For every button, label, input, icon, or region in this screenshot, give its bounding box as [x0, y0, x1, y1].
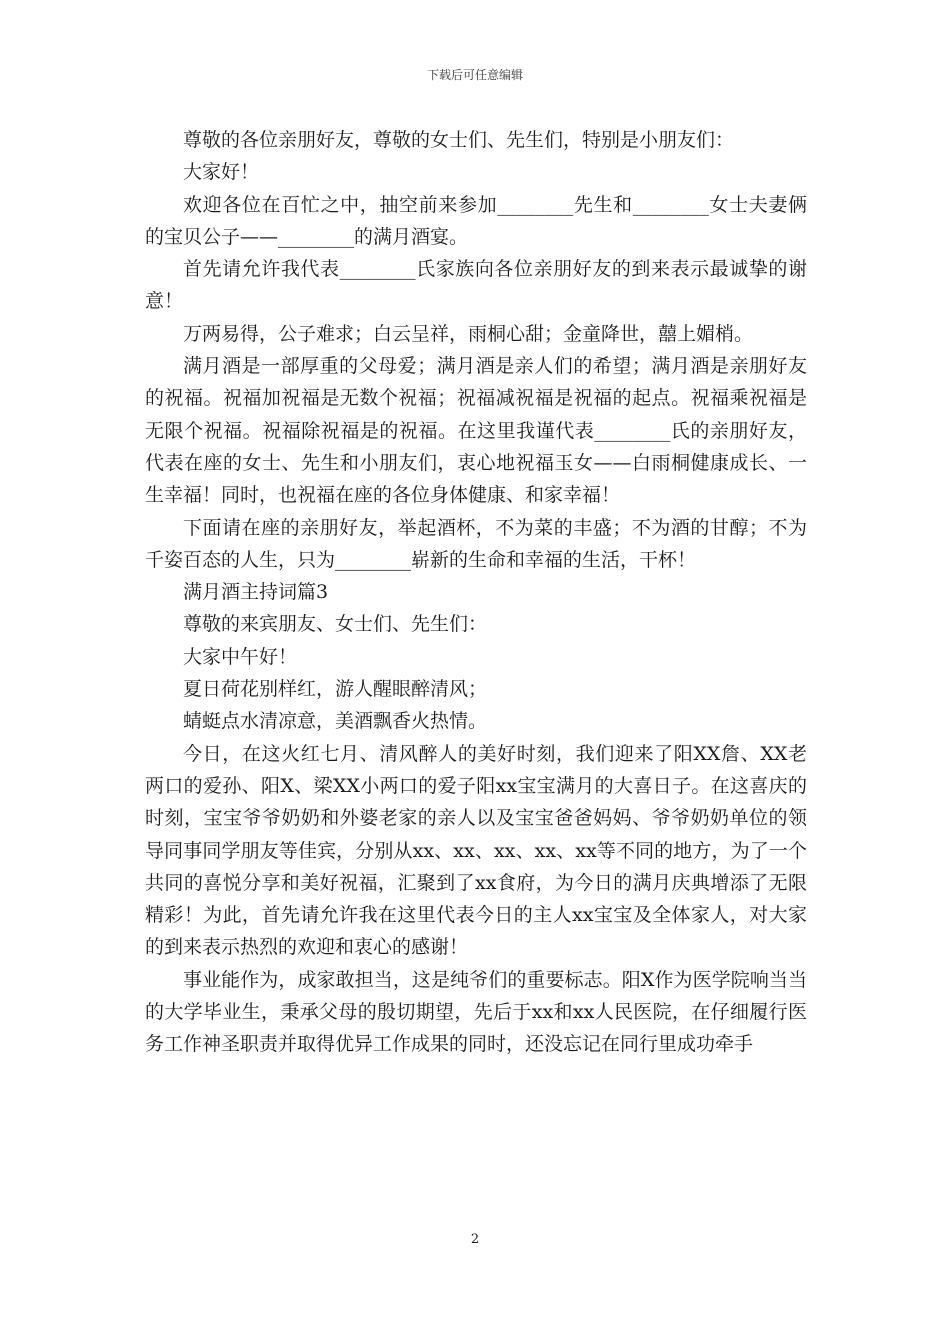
paragraph: 满月酒是一部厚重的父母爱；满月酒是亲人们的希望；满月酒是亲朋好友的祝福。祝福加祝福是无数个祝福；祝福减祝福是祝福的起点。祝福乘祝福是无限个祝福。祝福除祝福是的祝福。在这里我谨代表________氏的亲朋好友，代表在座的女士、先生和小朋友们，衷心地祝福玉女——白雨桐健康成长、一生幸福！同时，也祝福在座的各位身体健康、和家幸福！ — [145, 355, 807, 507]
paragraph: 万两易得，公子难求；白云呈祥，雨桐心甜；金童降世，囍上媚梢。 — [183, 322, 754, 345]
page-number: 2 — [470, 1232, 480, 1247]
paragraph: 大家好！ — [183, 161, 260, 184]
paragraph: 今日，在这火红七月、清风醉人的美好时刻，我们迎来了阳XX詹、XX老两口的爱孙、阳X、梁XX小两口的爱子阳xx宝宝满月的大喜日子。在这喜庆的时刻，宝宝爷爷奶奶和外婆老家的亲人以及宝宝爸爸妈妈、爷爷奶奶单位的领导同事同学朋友等佳宾，分别从xx、xx、xx、xx、xx等不同的地方，为了一个共同的喜悦分享和美好祝福，汇聚到了xx食府，为今日的满月庆典增添了无限精彩！为此，首先请允许我在这里代表今日的主人xx宝宝及全体家人，对大家的到来表示热烈的欢迎和衷心的感谢！ — [145, 742, 807, 959]
paragraph: 大家中午好！ — [183, 645, 298, 668]
paragraph: 下面请在座的亲朋好友，举起酒杯，不为菜的丰盛；不为酒的甘醇；不为千姿百态的人生，只为________崭新的生命和幸福的生活，干杯！ — [145, 516, 807, 571]
poem-line: 夏日荷花别样红，游人醒眼醉清风； — [183, 678, 488, 701]
section-heading: 满月酒主持词篇3 — [183, 581, 329, 604]
paragraph: 欢迎各位在百忙之中，抽空前来参加________先生和________女士夫妻俩的宝贝公子——________的满月酒宴。 — [145, 193, 807, 248]
paragraph: 事业能作为，成家敢担当，这是纯爷们的重要标志。阳X作为医学院响当当的大学毕业生，秉承父母的殷切期望，先后于xx和xx人民医院，在仔细履行医务工作神圣职责并取得优异工作成果的同时，还没忘记在同行里成功牵手 — [145, 968, 807, 1056]
poem-line: 蜻蜓点水清凉意，美酒飘香火热情。 — [183, 710, 488, 733]
paragraph: 首先请允许我代表________氏家族向各位亲朋好友的到来表示最诚挚的谢意！ — [145, 258, 807, 313]
paragraph: 尊敬的各位亲朋好友，尊敬的女士们、先生们，特别是小朋友们： — [183, 129, 735, 151]
document-body — [145, 124, 807, 1061]
paragraph: 尊敬的来宾朋友、女士们、先生们： — [183, 613, 488, 636]
page-header-note: 下载后可任意编辑 — [426, 68, 523, 82]
